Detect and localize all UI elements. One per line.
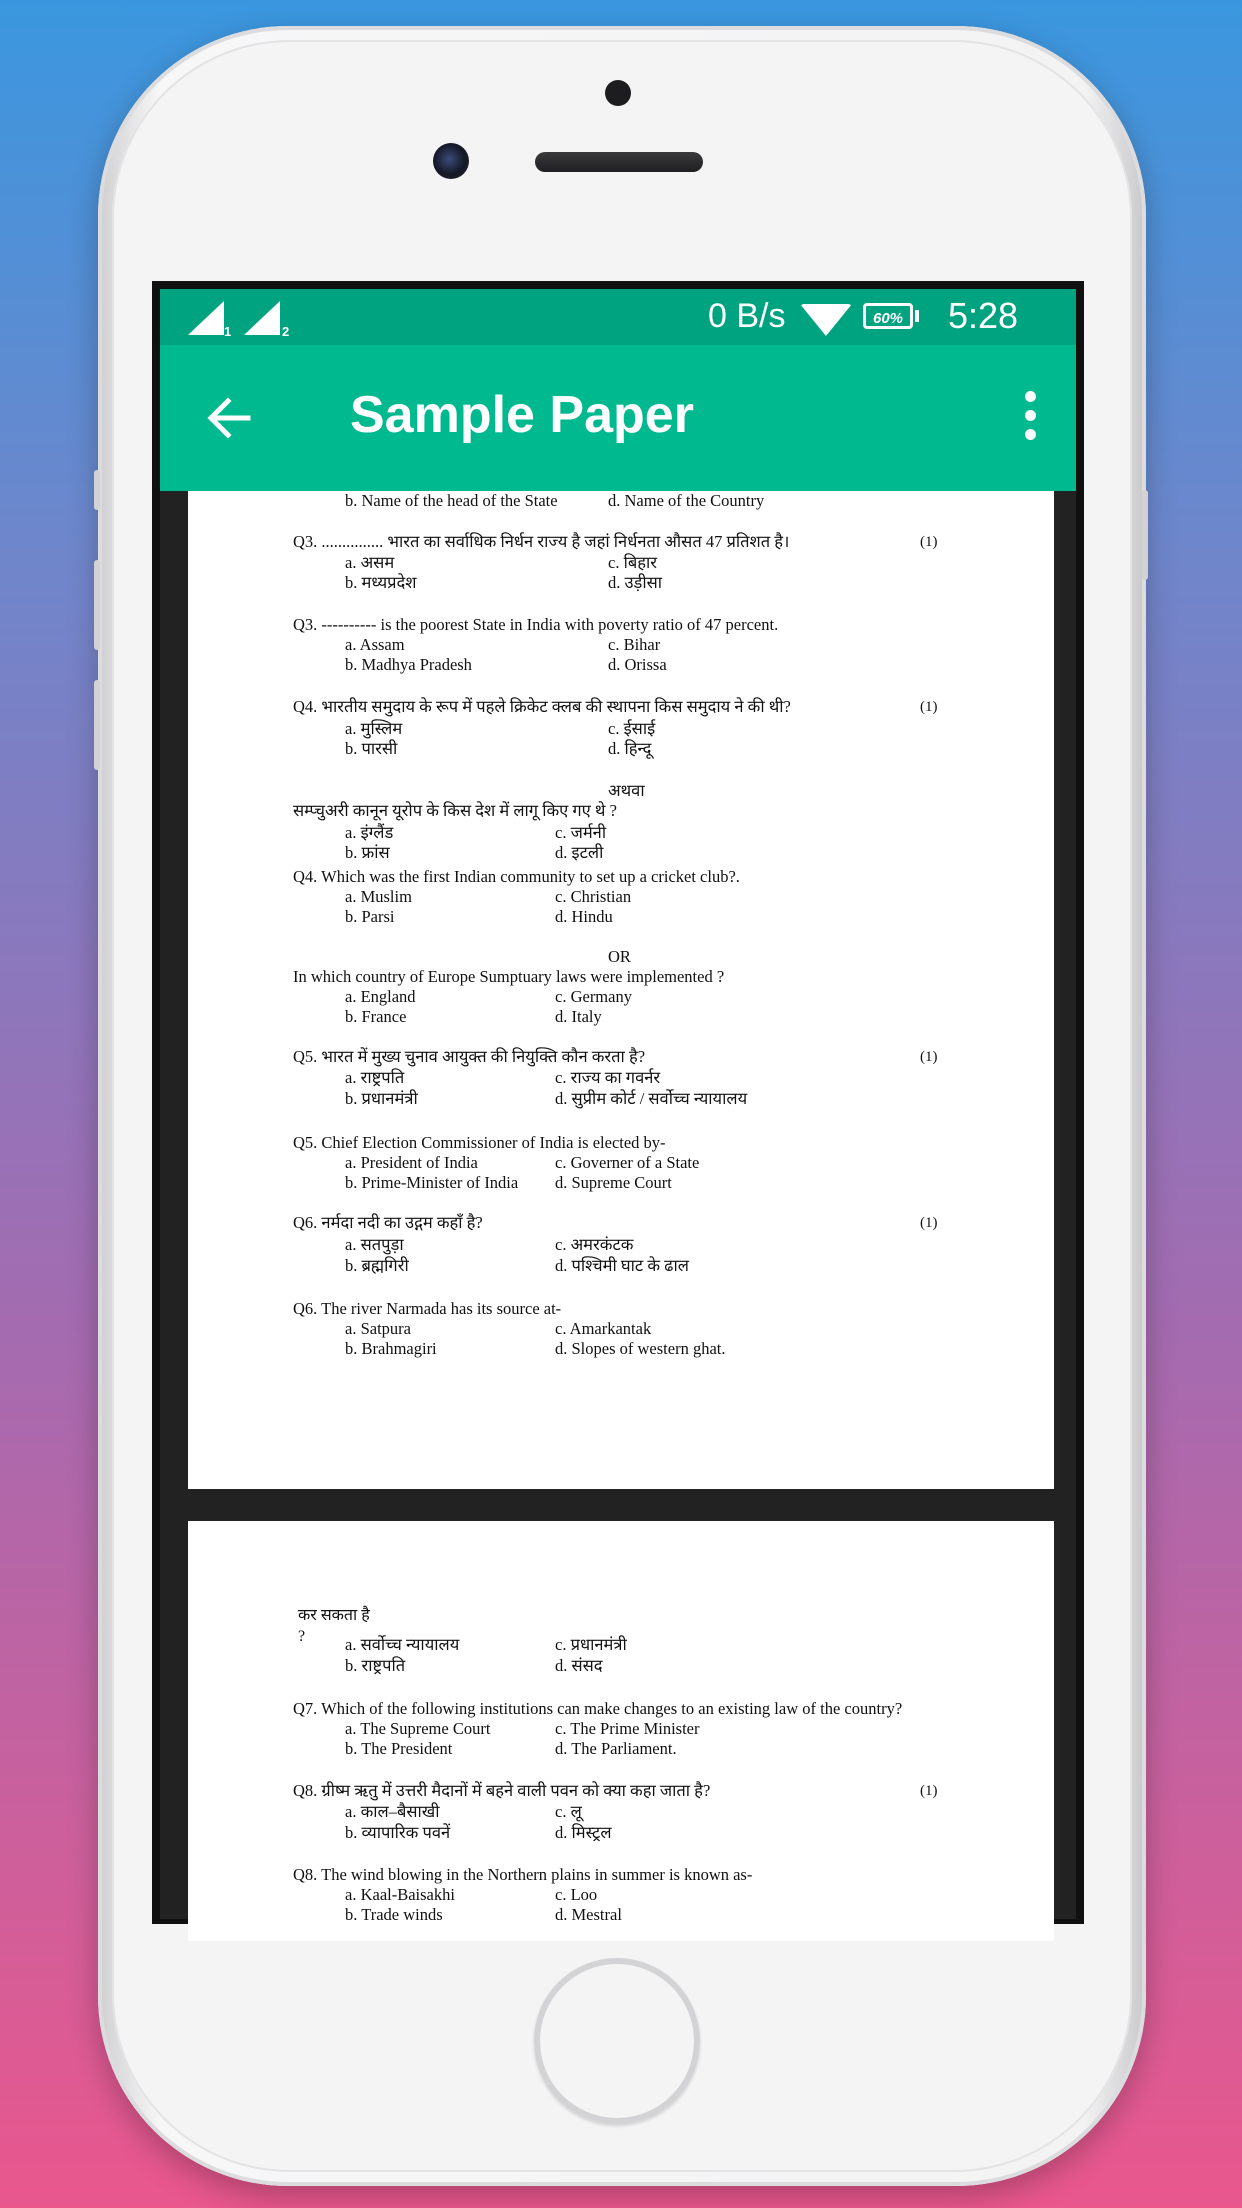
time-value: 5:28 (948, 295, 1019, 336)
option-a: a. Satpura (345, 1319, 411, 1338)
question-text: सम्प्चुअरी कानून यूरोप के किस देश में लागू किए गए थे ? (293, 801, 617, 820)
option-b: b. Name of the head of the State (345, 491, 558, 510)
question-text: Q4. भारतीय समुदाय के रूप में पहले क्रिकेट क्लब की स्थापना किस समुदाय ने की थी? (293, 697, 791, 716)
option-a: a. England (345, 987, 416, 1006)
option-a: a. राष्ट्रपति (345, 1068, 405, 1087)
question-text: Q5. Chief Election Commissioner of India is elected by- (293, 1133, 666, 1152)
option-c: c. ईसाई (608, 719, 656, 738)
option-c: c. Christian (555, 887, 632, 906)
option-a: a. President of India (345, 1153, 478, 1172)
earpiece-speaker (535, 152, 703, 172)
signal-icon (244, 301, 280, 335)
question-text: Q6. नर्मदा नदी का उद्गम कहाँ है? (293, 1213, 483, 1232)
option-b: b. पारसी (345, 739, 398, 758)
sim-label: 1 (224, 324, 232, 339)
question-text: Q8. The wind blowing in the Northern plains in summer is known as- (293, 1865, 753, 1884)
phone-screen (152, 281, 1084, 1924)
option-d: d. हिन्दू (608, 739, 652, 758)
home-button[interactable] (534, 1958, 700, 2124)
option-b: b. मध्यप्रदेश (345, 573, 417, 592)
or-divider: OR (608, 947, 631, 966)
cut-off-line: कर सकता है ? (298, 1607, 370, 1645)
option-d: d. पश्चिमी घाट के ढाल (555, 1256, 689, 1275)
option-c: c. Loo (555, 1885, 598, 1904)
option-a: a. Assam (345, 635, 405, 654)
option-c: c. राज्य का गवर्नर (555, 1068, 661, 1087)
option-d: d. Italy (555, 1007, 602, 1026)
option-b: b. ब्रह्मगिरी (345, 1256, 409, 1275)
option-d: d. The Parliament. (555, 1739, 677, 1758)
question-text: Q6. The river Narmada has its source at- (293, 1299, 562, 1318)
option-b: b. Madhya Pradesh (345, 655, 472, 674)
option-c: c. अमरकंटक (555, 1235, 634, 1254)
signal-icon (188, 301, 224, 335)
arrow-left-icon[interactable] (204, 393, 254, 443)
option-d: d. उड़ीसा (608, 573, 663, 592)
pdf-page (188, 1521, 1054, 1941)
option-a: a. इंग्लैंड (345, 823, 394, 842)
option-c: c. Bihar (608, 635, 661, 654)
question-text: Q4. Which was the first Indian community to set up a cricket club?. (293, 867, 740, 886)
option-c: c. बिहार (608, 553, 658, 572)
option-b: b. France (345, 1007, 407, 1026)
option-b: b. Brahmagiri (345, 1339, 437, 1358)
question-mark: (1) (920, 534, 938, 550)
app-bar (160, 345, 1076, 491)
option-d: d. Slopes of western ghat. (555, 1339, 726, 1358)
option-c: c. प्रधानमंत्री (555, 1635, 627, 1654)
option-d: d. Name of the Country (608, 491, 765, 510)
or-divider: अथवा (608, 781, 645, 800)
option-a: a. मुस्लिम (345, 719, 403, 738)
question-text: In which country of Europe Sumptuary laws were implemented ? (293, 967, 725, 986)
option-a: a. असम (345, 553, 395, 572)
front-camera-icon (433, 143, 469, 179)
page-title: Sample Paper (350, 386, 694, 444)
option-a: a. सर्वोच्च न्यायालय (345, 1635, 460, 1654)
option-b: b. Trade winds (345, 1905, 443, 1924)
pdf-page (188, 491, 1054, 1489)
option-d: d. मिस्ट्रल (555, 1823, 612, 1842)
network-speed: 0 B/s (708, 297, 786, 335)
option-d: d. Mestral (555, 1905, 622, 1924)
sensor-icon (605, 80, 631, 106)
option-d: d. Supreme Court (555, 1173, 672, 1192)
option-a: a. Muslim (345, 887, 412, 906)
more-vertical-icon[interactable] (1020, 391, 1040, 447)
option-b: b. व्यापारिक पवनें (345, 1823, 451, 1842)
phone-side-button (94, 680, 100, 770)
phone-side-button (94, 470, 100, 510)
arrow-left-glyph (204, 393, 254, 443)
option-a: a. The Supreme Court (345, 1719, 491, 1738)
option-c: c. Governer of a State (555, 1153, 700, 1172)
option-d: d. इटली (555, 843, 604, 862)
question-mark: (1) (920, 699, 938, 715)
question-text: Q3. ---------- is the poorest State in India with poverty ratio of 47 percent. (293, 615, 779, 634)
pdf-viewer[interactable] (160, 491, 1076, 1924)
cut-off-text (298, 1607, 378, 1645)
option-c: c. Amarkantak (555, 1319, 652, 1338)
option-c: c. Germany (555, 987, 632, 1006)
battery-tip (915, 310, 919, 322)
option-a: a. सतपुड़ा (345, 1235, 404, 1254)
question-mark: (1) (920, 1049, 938, 1065)
option-d: d. Hindu (555, 907, 613, 926)
question-mark: (1) (920, 1215, 938, 1231)
wifi-icon (800, 304, 852, 336)
option-b: b. Prime-Minister of India (345, 1173, 519, 1192)
option-c: c. The Prime Minister (555, 1719, 700, 1738)
sim-label: 2 (282, 324, 290, 339)
battery-icon: 60% (863, 303, 913, 329)
option-b: b. फ्रांस (345, 843, 390, 862)
phone-side-button (94, 560, 100, 650)
option-b: b. Parsi (345, 907, 395, 926)
option-a: a. काल–बैसाखी (345, 1802, 440, 1821)
option-c: c. लू (555, 1802, 582, 1821)
option-b: b. राष्ट्रपति (345, 1656, 406, 1675)
option-d: d. Orissa (608, 655, 667, 674)
phone-side-button (1142, 490, 1148, 580)
option-b: b. प्रधानमंत्री (345, 1089, 418, 1108)
option-c: c. जर्मनी (555, 823, 607, 842)
option-a: a. Kaal-Baisakhi (345, 1885, 455, 1904)
option-d: d. संसद (555, 1656, 603, 1675)
option-d: d. सुप्रीम कोर्ट / सर्वोच्च न्यायालय (555, 1089, 748, 1108)
question-text: Q5. भारत में मुख्य चुनाव आयुक्त की नियुक्ति कौन करता है? (293, 1047, 646, 1066)
option-b: b. The President (345, 1739, 453, 1758)
question-text: Q3. ............... भारत का सर्वाधिक निर्धन राज्य है जहां निर्धनता औसत 47 प्रतिशत है। (293, 532, 790, 551)
question-text: Q8. ग्रीष्म ऋतु में उत्तरी मैदानों में बहने वाली पवन को क्या कहा जाता है? (293, 1781, 711, 1800)
question-text: Q7. Which of the following institutions can make changes to an existing law of the country? (293, 1699, 903, 1718)
question-mark: (1) (920, 1783, 938, 1799)
status-bar (160, 289, 1076, 345)
